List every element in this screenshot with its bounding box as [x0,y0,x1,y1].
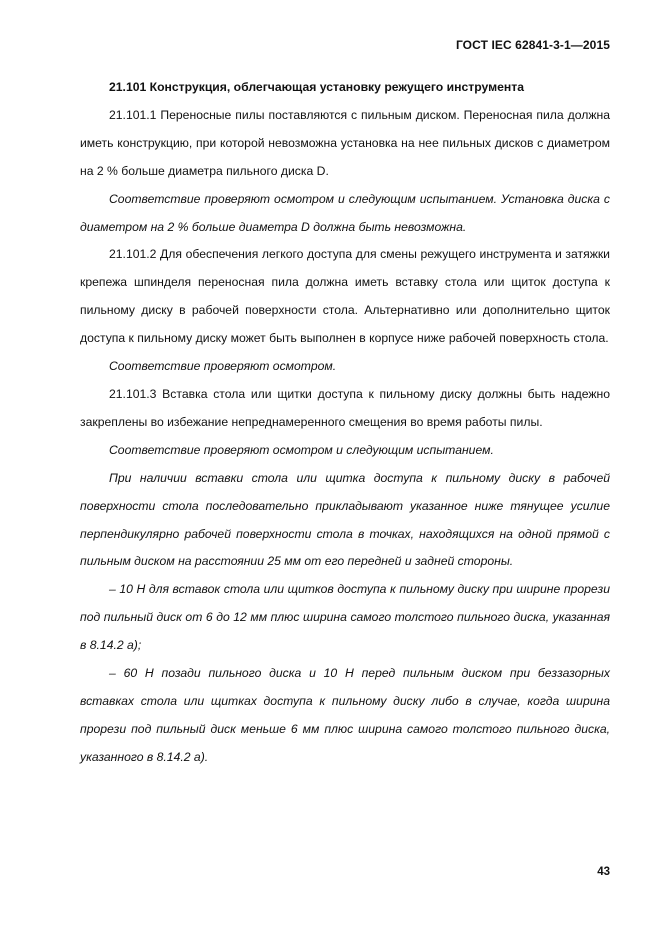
document-body [80,74,610,772]
paragraph-21-101-2: 21.101.2 Для обеспечения легкого доступа для смены режущего инструмента и затяжки крепежа шпинделя переносная пила должна иметь вставку стола или щиток доступа к пильному диску в рабочей поверхности стола. Альтернативно или дополнительно щиток доступа к пильному диску может быть выполнен в корпусе ниже рабочей поверхность стола. [80,247,610,346]
paragraph-21-101-1: 21.101.1 Переносные пилы поставляются с пильным диском. Переносная пила должна иметь конструкцию, при которой невозможна установка на нее пильных дисков с диаметром на 2 % больше диаметра пильного диска D. [80,107,610,178]
test-procedure: При наличии вставки стола или щитка доступа к пильному диску в рабочей поверхности стола последовательно прикладывают указанное ниже тянущее усилие перпендикулярно рабочей поверхности стола в точках, находящихся на одной прямой с пильным диском на расстоянии 25 мм от его передней и задней стороны. [80,470,610,569]
section-heading: 21.101 Конструкция, облегчающая установку режущего инструмента [109,80,525,94]
list-item-10n: – 10 Н для вставок стола или щитков доступа к пильному диску при ширине прорези под пильный диск от 6 до 12 мм плюс ширина самого толстого пильного диска, указанная в 8.14.2 а); [80,582,610,653]
document-code-header: ГОСТ IEC 62841-3-1—2015 [455,38,610,52]
page-number: 43 [597,866,610,878]
compliance-check-21-101-3: Соответствие проверяют осмотром и следующим испытанием. [109,442,494,457]
compliance-check-21-101-2: Соответствие проверяют осмотром. [109,359,337,374]
paragraph-21-101-3: 21.101.3 Вставка стола или щитки доступа к пильному диску должны быть надежно закреплены во избежание непреднамеренного смещения во время работы пилы. [80,386,610,429]
compliance-check-21-101-1: Соответствие проверяют осмотром и следующим испытанием. Установка диска с диаметром на 2 % больше диаметра D должна быть невозможна. [80,191,610,234]
list-item-60n: – 60 Н позади пильного диска и 10 Н перед пильным диском при беззазорных вставках стола или щитках доступа к пильному диску либо в случае, когда ширина прорези под пильный диск меньше 6 мм плюс ширина самого толстого пильного диска, указанного в 8.14.2 а). [80,666,610,764]
